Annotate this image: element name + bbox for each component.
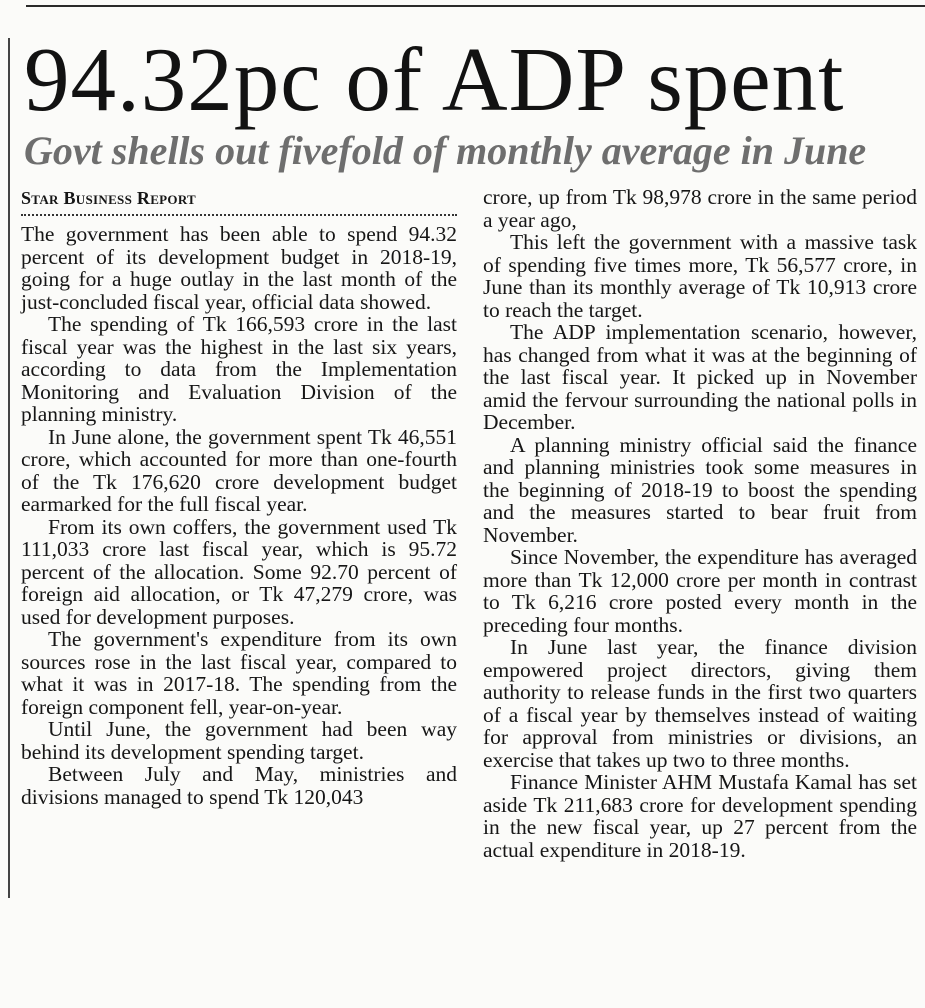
paragraph: Between July and May, ministries and divisions managed to spend Tk 120,043 (21, 762, 457, 809)
paragraph: This left the government with a massive task of spending five times more, Tk 56,577 crore, in June than its monthly average of Tk 10,913 crore to reach the target. (483, 230, 917, 322)
subheadline: Govt shells out fivefold of monthly average in June (24, 128, 867, 173)
paragraph: A planning ministry official said the finance and planning ministries took some measures in the beginning of 2018-19 to boost the spending and the measures started to bear fruit from November. (483, 432, 917, 547)
headline: 94.32pc of ADP spent (24, 29, 845, 130)
article-right-column (483, 186, 917, 861)
paragraph: The government's expenditure from its own sources rose in the last fiscal year, compared to what it was in 2017-18. The spending from the foreign component fell, year-on-year. (21, 627, 457, 719)
paragraph: The ADP implementation scenario, however, has changed from what it was at the beginning of the last fiscal year. It picked up in November amid the fervour surrounding the national polls in December. (483, 320, 917, 434)
paragraph: crore, up from Tk 98,978 crore in the same period a year ago, (483, 185, 917, 232)
paragraph: The spending of Tk 166,593 crore in the last fiscal year was the highest in the last six years, according to data from the Implementation Monitoring and Evaluation Division of the planning ministry. (21, 312, 457, 426)
paragraph: Since November, the expenditure has averaged more than Tk 12,000 crore per month in contrast to Tk 6,216 crore posted every month in the preceding four months. (483, 545, 917, 637)
byline-divider (21, 214, 457, 216)
paragraph: In June alone, the government spent Tk 46,551 crore, which accounted for more than one-fourth of the Tk 176,620 crore development budget earmarked for the full fiscal year. (21, 424, 457, 516)
left-column-rule (8, 38, 10, 898)
article-left-column (21, 186, 457, 808)
paragraph: In June last year, the finance division empowered project directors, giving them authority to release funds in the first two quarters of a fiscal year by themselves instead of waiting for approval from ministries or divisions, an exercise that takes up two to three months. (483, 635, 917, 772)
paragraph: Finance Minister AHM Mustafa Kamal has set aside Tk 211,683 crore for development spending in the new fiscal year, up 27 percent from the actual expenditure in 2018-19. (483, 770, 917, 862)
paragraph: Until June, the government had been way behind its development spending target. (21, 717, 457, 764)
top-rule (26, 5, 925, 7)
paragraph: The government has been able to spend 94.32 percent of its development budget in 2018-19, going for a huge outlay in the last month of the just-concluded fiscal year, official data showed. (21, 222, 457, 314)
paragraph: From its own coffers, the government used Tk 111,033 crore last fiscal year, which is 95.72 percent of the allocation. Some 92.70 percent of foreign aid allocation, or Tk 47,279 crore, was used for development purposes. (21, 514, 457, 629)
byline: Star Business Report (21, 188, 197, 208)
